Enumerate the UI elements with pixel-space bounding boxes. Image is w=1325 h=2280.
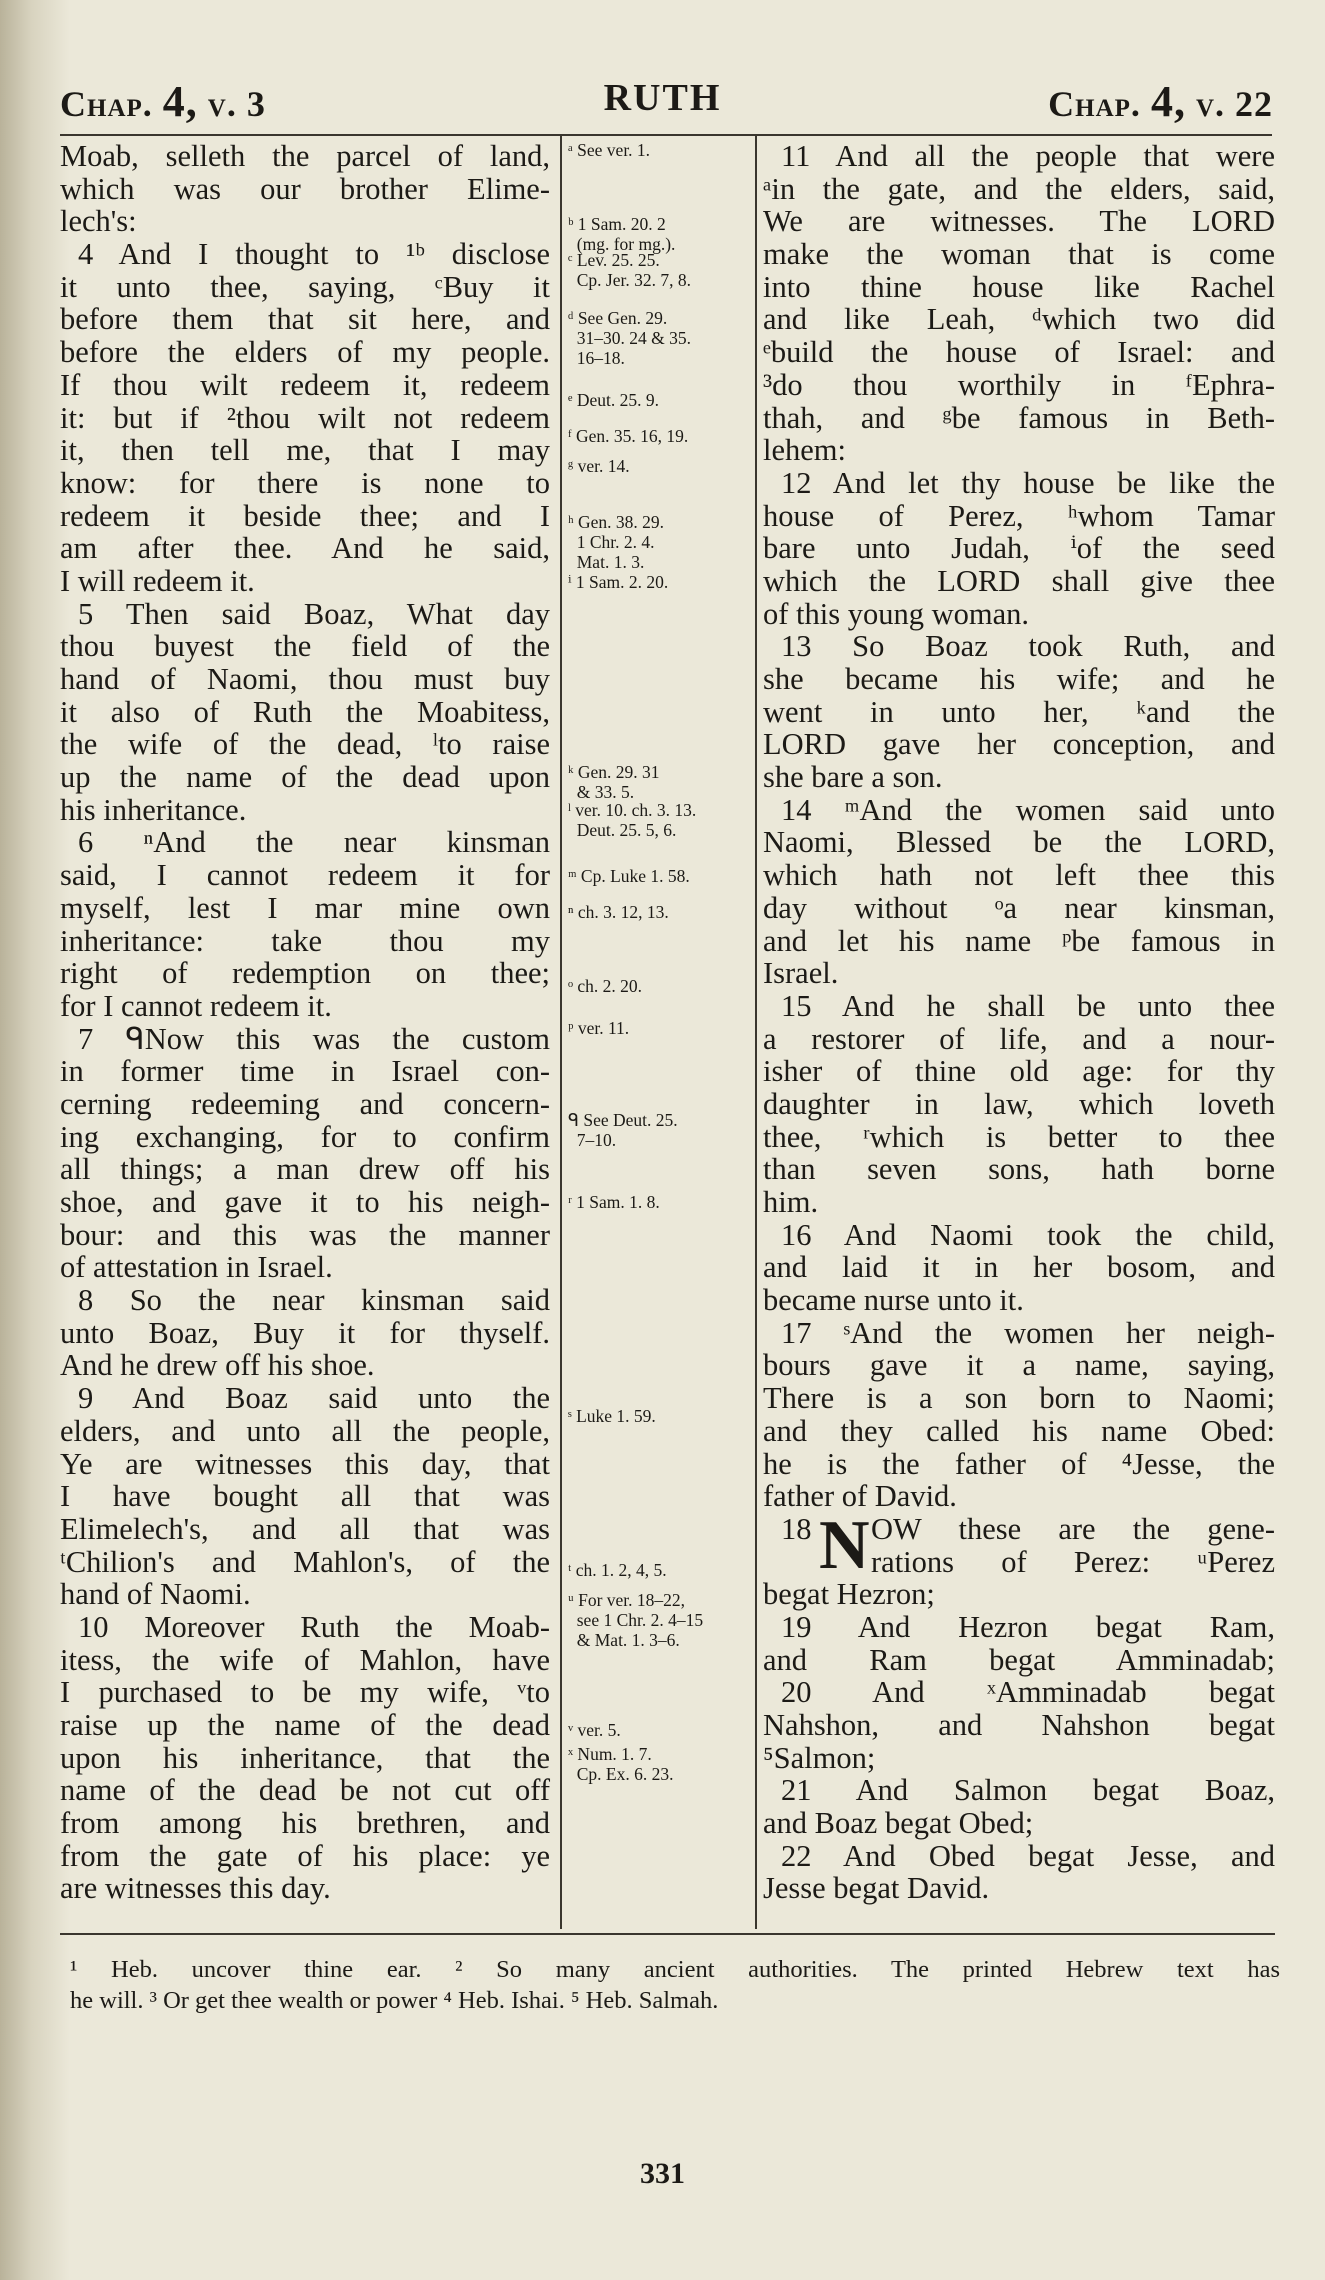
text-line: 10 Moreover Ruth the Moab- — [78, 1609, 550, 1644]
text-line: make the woman that is come — [763, 237, 1275, 272]
cross-reference: ᵒ ch. 2. 20. — [568, 976, 643, 996]
text-line: lehem: — [763, 433, 846, 468]
text-line: lech's: — [60, 204, 137, 239]
text-line: daughter in law, which loveth — [763, 1086, 1275, 1121]
running-head-right — [1048, 76, 1273, 127]
text-line: 13 So Boaz took Ruth, and — [781, 629, 1275, 664]
text-line: Jesse begat David. — [763, 1871, 990, 1906]
footnote-rule — [60, 1933, 1275, 1935]
text-line: Israel. — [763, 956, 839, 991]
head-left-verse: v. 3 — [207, 84, 266, 124]
text-line: before them that sit here, and — [60, 302, 550, 337]
text-line: ᵃin the gate, and the elders, said, — [763, 171, 1275, 206]
text-line: 20 And ˣAmminadab begat — [781, 1675, 1275, 1710]
text-line: a restorer of life, and a nour- — [763, 1021, 1275, 1056]
text-line: There is a son born to Naomi; — [763, 1381, 1275, 1416]
text-line: thee, ʳwhich is better to thee — [763, 1119, 1275, 1154]
text-line: and laid it in her bosom, and — [763, 1250, 1275, 1285]
text-line: of attestation in Israel. — [60, 1250, 333, 1285]
cross-reference: ⁿ ch. 3. 12, 13. — [568, 902, 669, 922]
text-line: right of redemption on thee; — [60, 956, 550, 991]
text-line: than seven sons, hath borne — [763, 1152, 1275, 1187]
text-line: she bare a son. — [763, 760, 943, 795]
text-line: for I cannot redeem it. — [60, 988, 332, 1023]
text-line: which the LORD shall give thee — [763, 563, 1275, 598]
text-line: bours gave it a name, saying, — [763, 1348, 1275, 1383]
text-line: which was our brother Elime- — [60, 171, 550, 206]
head-right-chap: Chap. — [1048, 84, 1141, 124]
text-line: it: but if ²thou wilt not redeem — [60, 400, 550, 435]
text-line: and let his name ᵖbe famous in — [763, 923, 1275, 958]
text-line: inheritance: take thou my — [60, 923, 550, 958]
cross-reference: ᵇ 1 Sam. 20. 2 (mg. for mg.). — [568, 214, 676, 254]
cross-reference: ˡ ver. 10. ch. 3. 13. Deut. 25. 5, 6. — [568, 800, 697, 840]
cross-reference: ʳ 1 Sam. 1. 8. — [568, 1192, 660, 1212]
text-line: house of Perez, ʰwhom Tamar — [763, 498, 1275, 533]
text-line: and Ram begat Amminadab; — [763, 1642, 1275, 1677]
text-line: thah, and ᵍbe famous in Beth- — [763, 400, 1275, 435]
text-line: from the gate of his place: ye — [60, 1838, 550, 1873]
text-line: redeem it beside thee; and I — [60, 498, 550, 533]
text-line: elders, and unto all the people, — [60, 1413, 550, 1448]
text-line: into thine house like Rachel — [763, 269, 1275, 304]
head-left-chap: Chap. — [60, 84, 153, 124]
footnotes — [70, 1954, 1280, 2016]
text-line: 11 And all the people that were — [781, 139, 1275, 173]
text-line: which hath not left thee this — [763, 858, 1275, 893]
cross-reference: ᵃ See ver. 1. — [568, 140, 651, 160]
text-line: and like Leah, ᵈwhich two did — [763, 302, 1275, 337]
cross-reference: ᵗ ch. 1. 2, 4, 5. — [568, 1560, 667, 1580]
text-line: I will redeem it. — [60, 563, 255, 598]
text-line: know: for there is none to — [60, 465, 550, 500]
text-line: Moab, selleth the parcel of land, — [60, 139, 550, 173]
cross-reference: ᵈ See Gen. 29. 31–30. 24 & 35. 16–18. — [568, 308, 691, 368]
cross-reference: ᶜ Lev. 25. 25. Cp. Jer. 32. 7, 8. — [568, 250, 691, 290]
cross-reference: ᑫ See Deut. 25. 7–10. — [568, 1110, 678, 1150]
right-text-column — [763, 140, 1275, 1905]
text-line: she became his wife; and he — [763, 662, 1275, 696]
cross-reference: ᵖ ver. 11. — [568, 1018, 630, 1038]
text-line: am after thee. And he said, — [60, 531, 550, 566]
text-line: 5 Then said Boaz, What day — [78, 596, 550, 631]
header-rule — [60, 134, 1272, 136]
text-line: name of the dead be not cut off — [60, 1773, 550, 1808]
text-line: isher of thine old age: for thy — [763, 1054, 1275, 1089]
head-right-num: 4, — [1150, 77, 1186, 126]
text-line: his inheritance. — [60, 792, 247, 827]
text-line: raise up the name of the dead — [60, 1708, 550, 1742]
cross-reference: ˣ Num. 1. 7. Cp. Ex. 6. 23. — [568, 1744, 674, 1784]
text-line: Ye are witnesses this day, that — [60, 1446, 550, 1481]
head-left-num: 4, — [162, 77, 198, 126]
text-line: itess, the wife of Mahlon, have — [60, 1642, 550, 1677]
text-line: it unto thee, saying, ᶜBuy it — [60, 269, 550, 304]
cross-reference: ᶠ Gen. 35. 16, 19. — [568, 426, 689, 446]
cross-reference: ᵍ ver. 14. — [568, 456, 630, 476]
text-line: 19 And Hezron begat Ram, — [781, 1609, 1275, 1644]
text-line: begat Hezron; — [763, 1577, 935, 1612]
verse-number: 18 — [781, 1511, 812, 1546]
text-line: him. — [763, 1185, 819, 1219]
text-line: unto Boaz, Buy it for thyself. — [60, 1315, 550, 1350]
cross-reference: ˢ Luke 1. 59. — [568, 1406, 656, 1426]
cross-reference: ᵘ For ver. 18–22, see 1 Chr. 2. 4–15 & Mat. 1. 3–6. — [568, 1590, 704, 1650]
text-line: from among his brethren, and — [60, 1806, 550, 1841]
text-line: LORD gave her conception, and — [763, 727, 1275, 762]
text-line: it, then tell me, that I may — [60, 433, 550, 468]
text-line: it also of Ruth the Moabitess, — [60, 694, 550, 729]
text-line: OW these are the gene- — [871, 1511, 1275, 1546]
text-line: before the elders of my people. — [60, 335, 550, 370]
text-line: are witnesses this day. — [60, 1871, 331, 1906]
text-line: ᵉbuild the house of Israel: and — [763, 335, 1275, 370]
text-line: went in unto her, ᵏand the — [763, 694, 1275, 729]
text-line: he is the father of ⁴Jesse, the — [763, 1446, 1275, 1481]
text-line: 9 And Boaz said unto the — [78, 1381, 550, 1416]
text-line: And he drew off his shoe. — [60, 1348, 375, 1383]
cross-reference: ⁱ 1 Sam. 2. 20. — [568, 572, 669, 592]
text-line: bare unto Judah, ⁱof the seed — [763, 531, 1275, 566]
text-line: and they called his name Obed: — [763, 1413, 1275, 1448]
text-line: all things; a man drew off his — [60, 1152, 550, 1187]
text-line: 16 And Naomi took the child, — [781, 1217, 1275, 1252]
text-line: cerning redeeming and concern- — [60, 1086, 550, 1121]
book-title: RUTH — [603, 77, 722, 119]
text-line: 22 And Obed begat Jesse, and — [781, 1838, 1275, 1873]
text-line: thou buyest the field of the — [60, 629, 550, 664]
text-line: in former time in Israel con- — [60, 1054, 550, 1089]
text-line: hand of Naomi, thou must buy — [60, 662, 550, 696]
text-line: up the name of the dead upon — [60, 760, 550, 795]
column-divider-left — [560, 136, 562, 1929]
cross-reference: ᵏ Gen. 29. 31 & 33. 5. — [568, 762, 660, 802]
text-line: shoe, and gave it to his neigh- — [60, 1185, 550, 1219]
text-line: 15 And he shall be unto thee — [781, 988, 1275, 1023]
text-line: and Boaz begat Obed; — [763, 1806, 1034, 1841]
left-text-column — [60, 140, 550, 1905]
drop-cap-paragraph — [763, 1506, 1275, 1584]
text-line: 8 So the near kinsman said — [78, 1283, 550, 1318]
text-line: rations of Perez: ᵘPerez — [871, 1544, 1275, 1579]
page-number: 331 — [640, 2157, 685, 2190]
text-line: 6 ⁿAnd the near kinsman — [78, 825, 550, 860]
column-divider-right — [755, 136, 757, 1929]
cross-reference: ʰ Gen. 38. 29. 1 Chr. 2. 4. Mat. 1. 3. — [568, 512, 665, 572]
cross-reference: ᵉ Deut. 25. 9. — [568, 390, 660, 410]
text-line: upon his inheritance, that the — [60, 1740, 550, 1775]
text-line: 4 And I thought to ¹ᵇ disclose — [78, 237, 550, 272]
text-line: said, I cannot redeem it for — [60, 858, 550, 893]
text-line: myself, lest I mar mine own — [60, 890, 550, 925]
text-line: I have bought all that was — [60, 1479, 550, 1514]
text-line: We are witnesses. The LORD — [763, 204, 1275, 239]
drop-cap-letter: N — [819, 1506, 870, 1584]
text-line: ᵗChilion's and Mahlon's, of the — [60, 1544, 550, 1579]
text-line: hand of Naomi. — [60, 1577, 251, 1612]
text-line: I purchased to be my wife, ᵛto — [60, 1675, 550, 1710]
text-line: 7 ᑫNow this was the custom — [78, 1021, 550, 1056]
text-line: Naomi, Blessed be the LORD, — [763, 825, 1275, 860]
footnote-line: ¹ Heb. uncover thine ear. ² So many ancient authorities. The printed Hebrew text has — [70, 1956, 1280, 1983]
text-line: 21 And Salmon begat Boaz, — [781, 1773, 1275, 1808]
head-right-verse: v. 22 — [1195, 84, 1273, 124]
text-line: became nurse unto it. — [763, 1283, 1024, 1318]
text-line: If thou wilt redeem it, redeem — [60, 367, 550, 402]
text-line: bour: and this was the manner — [60, 1217, 550, 1252]
text-line: ing exchanging, for to confirm — [60, 1119, 550, 1154]
text-line: ³do thou worthily in ᶠEphra- — [763, 367, 1275, 402]
text-line: 17 ˢAnd the women her neigh- — [781, 1315, 1275, 1350]
footnote-line: he will. ³ Or get thee wealth or power ⁴ Heb. Ishai. ⁵ Heb. Salmah. — [70, 1987, 719, 2014]
text-line: Elimelech's, and all that was — [60, 1511, 550, 1546]
text-line: day without ᵒa near kinsman, — [763, 890, 1275, 925]
text-line: of this young woman. — [763, 596, 1030, 631]
text-line: 12 And let thy house be like the — [781, 465, 1275, 500]
text-line: Nahshon, and Nahshon begat — [763, 1708, 1275, 1743]
cross-reference: ᵐ Cp. Luke 1. 58. — [568, 866, 690, 886]
text-line: the wife of the dead, ˡto raise — [60, 727, 550, 762]
text-line: ⁵Salmon; — [763, 1740, 876, 1775]
text-line: father of David. — [763, 1479, 957, 1514]
text-line: 14 ᵐAnd the women said unto — [781, 792, 1275, 827]
cross-reference: ᵛ ver. 5. — [568, 1720, 621, 1740]
